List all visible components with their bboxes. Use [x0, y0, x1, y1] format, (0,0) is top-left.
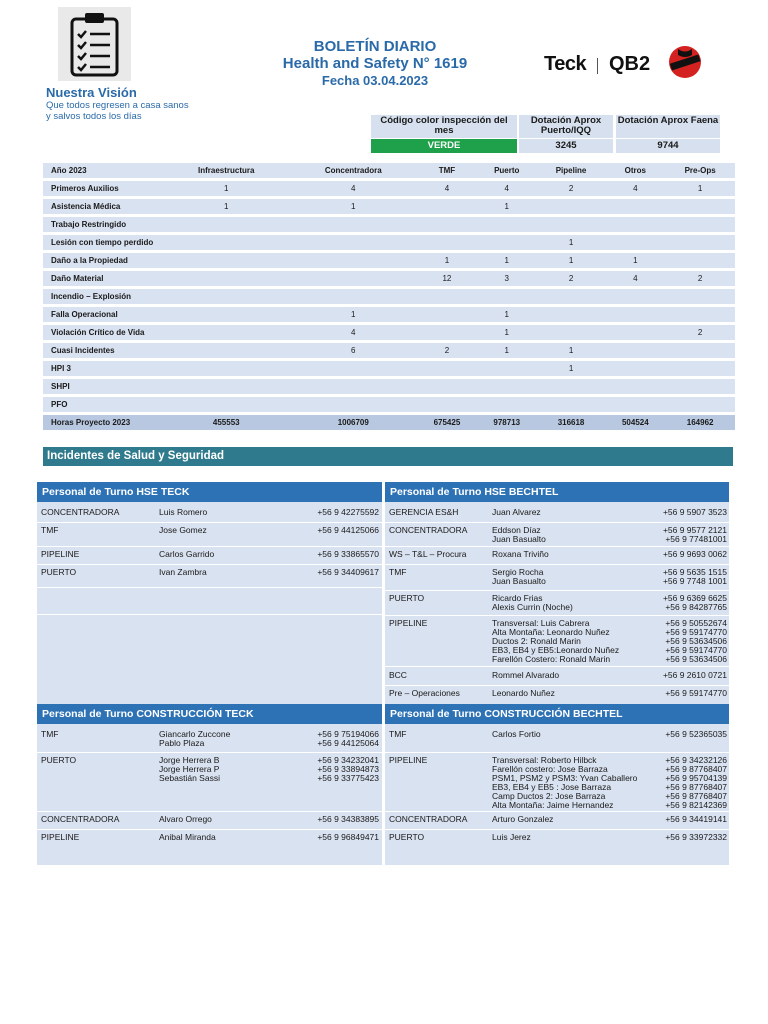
stat-cell: [417, 289, 477, 304]
stats-row: [43, 343, 735, 358]
stat-cell: [163, 379, 290, 394]
stats-row: [43, 217, 735, 232]
contact-name: Carlos Fortio: [492, 729, 541, 739]
stats-header-row: [43, 163, 735, 178]
color-code-label: Código color inspección del mes: [371, 115, 517, 138]
stat-cell: 455553: [163, 415, 290, 430]
stat-cell: 4: [605, 181, 665, 196]
row-label: Cuasi Incidentes: [43, 343, 163, 358]
stat-cell: 1: [537, 253, 606, 268]
row-label: PFO: [43, 397, 163, 412]
stat-cell: 1: [537, 235, 606, 250]
stat-cell: [290, 289, 418, 304]
contact-phone[interactable]: +56 9 50552674 +56 9 59174770 +56 9 53634506 +56 9 59174770 +56 9 53634506: [665, 618, 727, 664]
stat-cell: [163, 361, 290, 376]
stat-cell: [605, 397, 665, 412]
contact-phone[interactable]: +56 9 52365035: [665, 729, 727, 739]
row-label: Año 2023: [43, 163, 163, 178]
row-label: Daño Material: [43, 271, 163, 286]
contact-area: PUERTO: [389, 832, 425, 842]
stat-cell: [163, 289, 290, 304]
contact-name: Jorge Herrera B Jorge Herrera P Sebastián Sassi: [159, 755, 220, 783]
stat-cell: [163, 325, 290, 340]
qb2-logo: QB2: [609, 53, 651, 75]
contact-name: Transversal: Luis Cabrera Alta Montaña: Leonardo Nuñez Ductos 2: Ronald Marin EB3, EB4 y EB5:Leonardo Nuñez Farellón Costero: Ronald Marin: [492, 618, 620, 664]
stats-row: [43, 397, 735, 412]
row-divider: [37, 811, 382, 812]
stat-cell: 2: [537, 181, 606, 196]
stat-cell: [537, 379, 606, 394]
stats-row: [43, 235, 735, 250]
contact-name: Sergio Rocha Juan Basualto: [492, 567, 546, 586]
contact-phone[interactable]: +56 9 33972332: [665, 832, 727, 842]
row-label: Asistencia Médica: [43, 199, 163, 214]
stat-cell: [665, 235, 735, 250]
stat-cell: [477, 217, 537, 232]
stat-cell: [537, 325, 606, 340]
puerto-staff-label: Dotación Aprox Puerto/IQQ: [519, 115, 613, 138]
bulletin-subtitle: Health and Safety N° 1619: [282, 55, 468, 72]
stat-cell: 504524: [605, 415, 665, 430]
stats-row: [43, 361, 735, 376]
row-divider: [37, 564, 382, 565]
hse-teck-header: Personal de Turno HSE TECK: [37, 482, 382, 502]
stat-cell: [537, 217, 606, 232]
stat-cell: [665, 217, 735, 232]
row-label: Primeros Auxilios: [43, 181, 163, 196]
stat-cell: [163, 307, 290, 322]
stat-cell: 1: [477, 343, 537, 358]
stat-cell: 2: [665, 271, 735, 286]
stat-cell: [417, 307, 477, 322]
stats-row: [43, 253, 735, 268]
contact-area: PUERTO: [389, 593, 425, 603]
contact-phone[interactable]: +56 9 9577 2121 +56 9 77481001: [662, 525, 727, 544]
stat-cell: [605, 325, 665, 340]
stat-cell: 12: [417, 271, 477, 286]
stat-cell: 316618: [537, 415, 606, 430]
contact-area: CONCENTRADORA: [389, 814, 468, 824]
stat-cell: [605, 361, 665, 376]
contact-area: Pre – Operaciones: [389, 688, 460, 698]
contact-phone[interactable]: +56 9 34232126 +56 9 87768407 +56 9 95704139 +56 9 87768407 +56 9 87768407 +56 9 82142369: [665, 755, 727, 810]
contact-name: Rommel Alvarado: [492, 670, 560, 680]
contact-phone[interactable]: +56 9 42275592: [317, 507, 379, 517]
stat-cell: [290, 217, 418, 232]
row-divider: [385, 564, 729, 565]
clipboard-logo: [58, 7, 131, 81]
stat-cell: [537, 397, 606, 412]
stat-cell: [665, 199, 735, 214]
hse-bechtel-header: Personal de Turno HSE BECHTEL: [385, 482, 729, 502]
stats-row: [43, 379, 735, 394]
contact-name: Juan Alvarez: [492, 507, 541, 517]
stat-cell: 1: [537, 343, 606, 358]
stat-cell: [290, 235, 418, 250]
const-bechtel-header: Personal de Turno CONSTRUCCIÓN BECHTEL: [385, 704, 729, 724]
contact-area: CONCENTRADORA: [41, 507, 120, 517]
stat-cell: [417, 199, 477, 214]
stat-cell: [537, 307, 606, 322]
contact-name: Giancarlo Zuccone Pablo Plaza: [159, 729, 231, 748]
contact-name: Carlos Garrido: [159, 549, 215, 559]
stat-cell: [477, 235, 537, 250]
stat-cell: [665, 253, 735, 268]
stat-cell: TMF: [417, 163, 477, 178]
row-label: Horas Proyecto 2023: [43, 415, 163, 430]
stat-cell: 2: [417, 343, 477, 358]
stat-cell: 1: [665, 181, 735, 196]
stat-cell: [605, 235, 665, 250]
clipboard-icon: [58, 7, 131, 81]
contact-area: WS – T&L – Procura: [389, 549, 467, 559]
row-divider: [385, 522, 729, 523]
stat-cell: 4: [290, 181, 418, 196]
row-label: Falla Operacional: [43, 307, 163, 322]
stat-cell: 1: [290, 199, 418, 214]
row-divider: [385, 666, 729, 667]
stat-cell: 1: [290, 307, 418, 322]
contact-phone[interactable]: +56 9 33865570: [317, 549, 379, 559]
stat-cell: [665, 307, 735, 322]
contact-phone[interactable]: +56 9 9693 0062: [662, 549, 727, 559]
stat-cell: [477, 289, 537, 304]
stat-cell: [537, 289, 606, 304]
stat-cell: 2: [537, 271, 606, 286]
contact-area: GERENCIA ES&H: [389, 507, 459, 517]
stat-cell: [417, 235, 477, 250]
stat-cell: 1: [163, 181, 290, 196]
stat-cell: [665, 397, 735, 412]
stat-cell: Pre-Ops: [665, 163, 735, 178]
stat-cell: 164962: [665, 415, 735, 430]
contact-area: TMF: [389, 729, 407, 739]
row-label: Daño a la Propiedad: [43, 253, 163, 268]
contact-phone[interactable]: +56 9 34419141: [665, 814, 727, 824]
const-teck-header: Personal de Turno CONSTRUCCIÓN TECK: [37, 704, 382, 724]
row-divider: [385, 615, 729, 616]
stats-row: [43, 181, 735, 196]
stat-cell: 6: [290, 343, 418, 358]
stats-row: [43, 199, 735, 214]
stat-cell: [665, 379, 735, 394]
contact-name: Transversal: Roberto Hilbck Farellón costero: Jose Barraza PSM1, PSM2 y PSM3: Yvan Caballero EB3, EB4 y EB5 : Jose Barraza Camp Ductos 2: Jose Barraza Alta Montaña: Jaime Hernandez: [492, 755, 638, 810]
contact-area: PIPELINE: [41, 832, 80, 842]
row-divider: [385, 752, 729, 753]
faena-staff-value: 9744: [616, 139, 720, 153]
contact-area: CONCENTRADORA: [41, 814, 120, 824]
stat-cell: 1: [477, 253, 537, 268]
stat-cell: [290, 379, 418, 394]
stat-cell: [605, 379, 665, 394]
stat-cell: 1: [605, 253, 665, 268]
column-divider: [382, 482, 385, 865]
contact-name: Arturo Gonzalez: [492, 814, 554, 824]
stat-cell: [605, 217, 665, 232]
stat-cell: [417, 325, 477, 340]
contact-area: PIPELINE: [41, 549, 80, 559]
row-label: SHPI: [43, 379, 163, 394]
contact-name: Eddson Díaz Juan Basualto: [492, 525, 546, 544]
contact-phone[interactable]: +56 9 44125066: [317, 525, 379, 535]
stat-cell: [477, 361, 537, 376]
incident-stats-table: [43, 160, 735, 433]
contact-name: Leonardo Nuñez: [492, 688, 555, 698]
stat-cell: [163, 235, 290, 250]
row-divider: [37, 587, 382, 588]
color-code-value: VERDE: [371, 139, 517, 153]
stat-cell: 2: [665, 325, 735, 340]
contact-phone[interactable]: +56 9 34383895: [317, 814, 379, 824]
stat-cell: 1: [477, 199, 537, 214]
incidents-banner: Incidentes de Salud y Seguridad: [43, 447, 733, 466]
row-label: Incendio – Explosión: [43, 289, 163, 304]
stat-cell: 978713: [477, 415, 537, 430]
stat-cell: [605, 307, 665, 322]
contact-phone[interactable]: +56 9 5635 1515 +56 9 7748 1001: [662, 567, 727, 586]
puerto-staff-value: 3245: [519, 139, 613, 153]
stat-cell: [605, 199, 665, 214]
row-divider: [385, 829, 729, 830]
stat-cell: [290, 397, 418, 412]
contact-area: TMF: [389, 567, 407, 577]
row-divider: [385, 811, 729, 812]
contact-area: TMF: [41, 729, 59, 739]
row-divider: [37, 546, 382, 547]
bulletin-title: BOLETÍN DIARIO: [313, 38, 437, 55]
stat-cell: Infraestructura: [163, 163, 290, 178]
stat-cell: 1: [537, 361, 606, 376]
stat-cell: [417, 379, 477, 394]
stat-cell: Pipeline: [537, 163, 606, 178]
contact-name: Luis Romero: [159, 507, 208, 517]
stat-cell: [417, 217, 477, 232]
stat-cell: [477, 397, 537, 412]
contact-phone[interactable]: +56 9 34409617: [317, 567, 379, 577]
stat-cell: Otros: [605, 163, 665, 178]
stat-cell: [163, 271, 290, 286]
faena-staff-label: Dotación Aprox Faena: [616, 115, 720, 138]
row-label: Lesión con tiempo perdido: [43, 235, 163, 250]
logo-separator: [597, 58, 598, 74]
stat-cell: [163, 217, 290, 232]
stat-cell: 4: [290, 325, 418, 340]
stat-cell: [477, 379, 537, 394]
contact-area: PUERTO: [41, 567, 77, 577]
contact-name: Roxana Triviño: [492, 549, 549, 559]
contact-area: CONCENTRADORA: [389, 525, 468, 535]
stat-cell: 675425: [417, 415, 477, 430]
contact-area: PIPELINE: [389, 755, 428, 765]
stat-cell: [290, 253, 418, 268]
stat-cell: 3: [477, 271, 537, 286]
stat-cell: [665, 289, 735, 304]
row-divider: [37, 522, 382, 523]
contact-name: Ivan Zambra: [159, 567, 207, 577]
vision-text: Que todos regresen a casa sanos y salvos todos los días: [46, 100, 189, 122]
stat-cell: [537, 199, 606, 214]
stat-cell: Puerto: [477, 163, 537, 178]
row-divider: [385, 685, 729, 686]
stat-cell: 1: [163, 199, 290, 214]
stat-cell: [163, 343, 290, 358]
contact-phone[interactable]: +56 9 59174770: [665, 688, 727, 698]
row-divider: [37, 752, 382, 753]
stat-cell: [605, 289, 665, 304]
stat-cell: [417, 397, 477, 412]
stat-cell: [417, 361, 477, 376]
row-divider: [37, 614, 382, 615]
contact-area: TMF: [41, 525, 59, 535]
contact-area: BCC: [389, 670, 407, 680]
contact-area: PUERTO: [41, 755, 77, 765]
contact-name: Ricardo Frias Alexis Currin (Noche): [492, 593, 573, 612]
contact-area: PIPELINE: [389, 618, 428, 628]
stat-cell: [605, 343, 665, 358]
teck-logo: Teck: [544, 53, 587, 75]
stat-cell: 1: [477, 325, 537, 340]
stat-cell: [290, 271, 418, 286]
stats-row: [43, 325, 735, 340]
contact-phone[interactable]: +56 9 96849471: [317, 832, 379, 842]
stat-cell: 4: [477, 181, 537, 196]
stats-row: [43, 289, 735, 304]
stat-cell: [665, 343, 735, 358]
contact-phone[interactable]: +56 9 34232041 +56 9 33894873 +56 9 33775423: [317, 755, 379, 783]
stat-cell: [290, 361, 418, 376]
stat-cell: [665, 361, 735, 376]
row-label: Violación Crítico de Vida: [43, 325, 163, 340]
stats-row: [43, 307, 735, 322]
contact-name: Jose Gomez: [159, 525, 207, 535]
contact-name: Anibal Miranda: [159, 832, 216, 842]
contact-phone[interactable]: +56 9 5907 3523: [662, 507, 727, 517]
stat-cell: 1: [477, 307, 537, 322]
stat-cell: [163, 397, 290, 412]
row-divider: [385, 590, 729, 591]
contact-name: Luis Jerez: [492, 832, 531, 842]
stats-row: [43, 271, 735, 286]
stats-total-row: [43, 415, 735, 430]
contact-name: Alvaro Orrego: [159, 814, 212, 824]
contact-phone[interactable]: +56 9 2610 0721: [662, 670, 727, 680]
stat-cell: 4: [605, 271, 665, 286]
vision-title: Nuestra Visión: [46, 85, 137, 100]
bechtel-logo-icon: [668, 45, 702, 79]
stat-cell: [163, 253, 290, 268]
row-label: Trabajo Restringido: [43, 217, 163, 232]
row-label: HPI 3: [43, 361, 163, 376]
stat-cell: 4: [417, 181, 477, 196]
row-divider: [37, 829, 382, 830]
stat-cell: 1006709: [290, 415, 418, 430]
contact-phone[interactable]: +56 9 6369 6625 +56 9 84287765: [662, 593, 727, 612]
row-divider: [385, 546, 729, 547]
bulletin-date: Fecha 03.04.2023: [321, 73, 429, 88]
stat-cell: 1: [417, 253, 477, 268]
contact-phone[interactable]: +56 9 75194066 +56 9 44125064: [317, 729, 379, 748]
stat-cell: Concentradora: [290, 163, 418, 178]
